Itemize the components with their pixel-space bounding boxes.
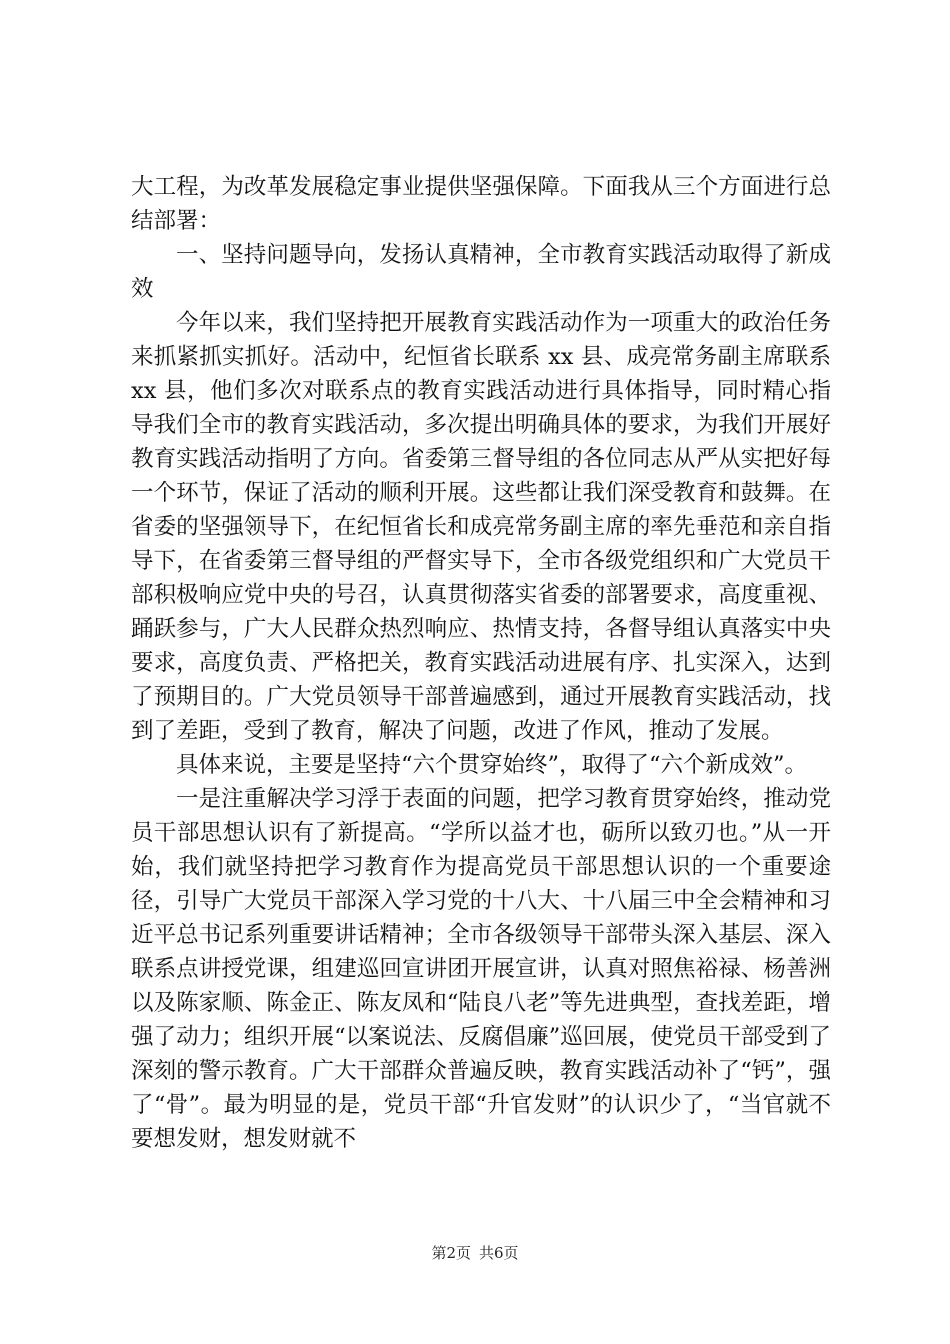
paragraph-intro: 大工程，为改革发展稳定事业提供坚强保障。下面我从三个方面进行总结部署：	[131, 174, 831, 234]
page-number-current: 第2页	[431, 1244, 471, 1262]
paragraph-point-one: 一是注重解决学习浮于表面的问题，把学习教育贯穿始终，推动党员干部思想认识有了新提高。“学所以益才也，砺所以致刃也。”从一开始，我们就坚持把学习教育作为提高党员干部思想认识的一个重要途径，引导广大党员干部深入学习党的十八大、十八届三中全会精神和习近平总书记系列重要讲话精神；全市各级领导干部带头深入基层、深入联系点讲授党课，组建巡回宣讲团开展宣讲，认真对照焦裕禄、杨善洲以及陈家顺、陈金正、陈友凤和“陆良八老”等先进典型，查找差距，增强了动力；组织开展“以案说法、反腐倡廉”巡回展，使党员干部受到了深刻的警示教育。广大干部群众普遍反映，教育实践活动补了“钙”，强了“骨”。最为明显的是，党员干部“升官发财”的认识少了，“当官就不要想发财，想发财就不	[131, 786, 831, 1152]
paragraph-achievements: 今年以来，我们坚持把开展教育实践活动作为一项重大的政治任务来抓紧抓实抓好。活动中，纪恒省长联系 xx 县、成亮常务副主席联系 xx 县，他们多次对联系点的教育实践活动进行具体指导，同时精心指导我们全市的教育实践活动，多次提出明确具体的要求，为我们开展好教育实践活动指明了方向。省委第三督导组的各位同志从严从实把好每一个环节，保证了活动的顺利开展。这些都让我们深受教育和鼓舞。在省委的坚强领导下，在纪恒省长和成亮常务副主席的率先垂范和亲自指导下，在省委第三督导组的严督实导下，全市各级党组织和广大党员干部积极响应党中央的号召，认真贯彻落实省委的部署要求，高度重视、踊跃参与，广大人民群众热烈响应、热情支持，各督导组认真落实中央要求，高度负责、严格把关，教育实践活动进展有序、扎实深入，达到了预期目的。广大党员领导干部普遍感到，通过开展教育实践活动，找到了差距，受到了教育，解决了问题，改进了作风，推动了发展。	[131, 310, 831, 744]
page-footer	[0, 1243, 950, 1263]
section-heading-one: 一、坚持问题导向，发扬认真精神，全市教育实践活动取得了新成效	[131, 242, 831, 302]
paragraph-six-results: 具体来说，主要是坚持“六个贯穿始终”，取得了“六个新成效”。	[176, 752, 808, 778]
page-number-total: 共6页	[479, 1244, 519, 1262]
document-body	[131, 170, 831, 1156]
